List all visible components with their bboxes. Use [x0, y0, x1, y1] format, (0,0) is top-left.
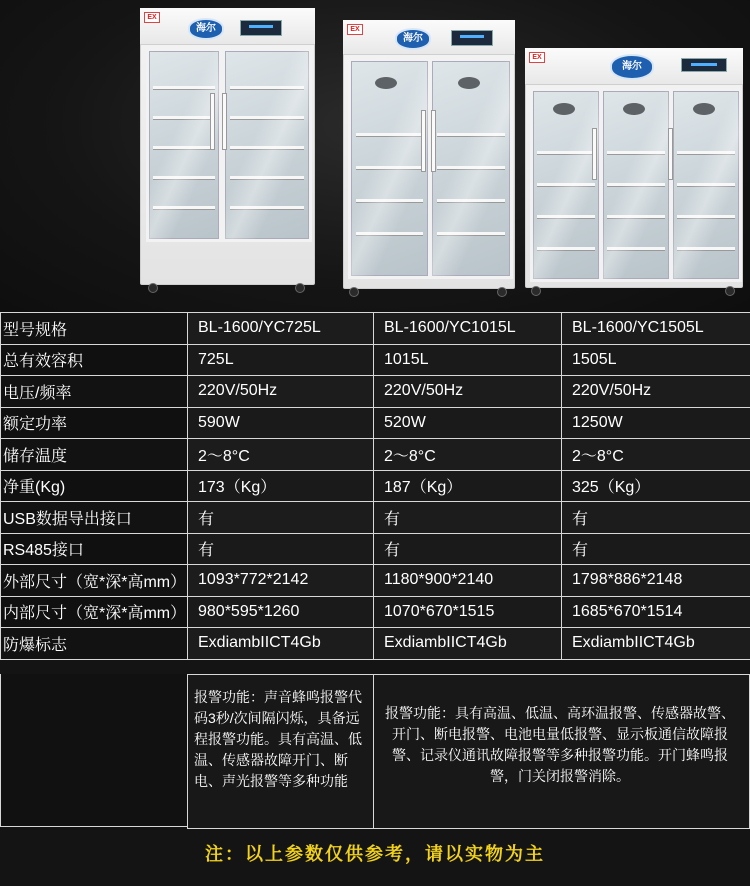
spec-value: 2～8°C	[562, 439, 750, 471]
brand-logo: 海尔	[395, 28, 431, 50]
spec-value: 1798*886*2148	[562, 565, 750, 597]
door-handle	[431, 110, 436, 172]
spec-value: 520W	[374, 407, 562, 439]
spec-value: 2～8°C	[188, 439, 374, 471]
fridge-1015l	[343, 20, 515, 297]
spec-value: ExdiambIICT4Gb	[374, 628, 562, 660]
left-door	[348, 58, 431, 279]
right-door	[222, 48, 312, 242]
spec-value: BL-1600/YC1015L	[374, 313, 562, 345]
spec-value: 187（Kg）	[374, 470, 562, 502]
door-handle	[222, 93, 227, 150]
alarm-section	[187, 674, 750, 829]
display-panel	[681, 58, 727, 72]
spec-label: 外部尺寸（宽*深*高mm）	[1, 565, 188, 597]
door-handle	[210, 93, 215, 150]
spec-value: 1070*670*1515	[374, 596, 562, 628]
door-handle	[668, 128, 673, 180]
table-row	[1, 596, 750, 628]
display-panel	[240, 20, 282, 36]
spec-value: 220V/50Hz	[188, 376, 374, 408]
spec-value: 1505L	[562, 344, 750, 376]
table-row	[1, 565, 750, 597]
spec-label: USB数据导出接口	[1, 502, 188, 534]
spec-value: ExdiambIICT4Gb	[188, 628, 374, 660]
middle-door	[600, 88, 672, 282]
fridge-725l	[140, 8, 315, 293]
right-door	[429, 58, 513, 279]
table-row	[1, 502, 750, 534]
spec-value: 有	[188, 533, 374, 565]
spec-label: 内部尺寸（宽*深*高mm）	[1, 596, 188, 628]
spec-value: 2～8°C	[374, 439, 562, 471]
alarm-text-models2-3: 报警功能：具有高温、低温、高环温报警、传感器故警、开门、断电报警、电池电量低报警、显示板通信故障报警、记录仪通讯故障报警等多种报警功能。开门蜂鸣报警，门关闭报警消除。	[385, 705, 735, 784]
table-row	[1, 313, 750, 345]
spec-value: 1250W	[562, 407, 750, 439]
spec-label: 电压/频率	[1, 376, 188, 408]
brand-logo: 海尔	[610, 54, 654, 80]
spec-value: 220V/50Hz	[374, 376, 562, 408]
spec-label: 防爆标志	[1, 628, 188, 660]
door-handle	[421, 110, 426, 172]
display-panel	[451, 30, 493, 46]
spec-table	[0, 312, 750, 660]
table-row	[1, 439, 750, 471]
brand-logo: 海尔	[188, 18, 224, 40]
spec-label: 储存温度	[1, 439, 188, 471]
spec-label: RS485接口	[1, 533, 188, 565]
right-door	[670, 88, 742, 282]
spec-value: 325（Kg）	[562, 470, 750, 502]
spec-value: 有	[562, 502, 750, 534]
spec-value: 有	[374, 533, 562, 565]
door-handle	[592, 128, 597, 180]
spec-label: 额定功率	[1, 407, 188, 439]
spec-value: 有	[562, 533, 750, 565]
alarm-text-model1: 报警功能：声音蜂鸣报警代码3秒/次间隔闪烁，具备远程报警功能。具有高温、低温、传感器故障开门、断电、声光报警等多种功能	[188, 675, 374, 828]
spec-label: 型号规格	[1, 313, 188, 345]
ex-badge: EX	[347, 24, 363, 35]
ex-badge: EX	[144, 12, 160, 23]
spec-label: 总有效容积	[1, 344, 188, 376]
alarm-label-cell	[0, 674, 187, 827]
spec-value: 1180*900*2140	[374, 565, 562, 597]
spec-value: BL-1600/YC1505L	[562, 313, 750, 345]
table-row	[1, 344, 750, 376]
spec-value: 有	[374, 502, 562, 534]
spec-value: 590W	[188, 407, 374, 439]
table-row	[1, 407, 750, 439]
spec-value: 1015L	[374, 344, 562, 376]
table-row	[1, 533, 750, 565]
spec-value: BL-1600/YC725L	[188, 313, 374, 345]
spec-value: 725L	[188, 344, 374, 376]
spec-value: 220V/50Hz	[562, 376, 750, 408]
table-row	[1, 470, 750, 502]
spec-value: ExdiambIICT4Gb	[562, 628, 750, 660]
product-photo	[0, 0, 750, 312]
fridge-1505l	[525, 48, 743, 296]
disclaimer-note: 注：以上参数仅供参考，请以实物为主	[205, 844, 545, 865]
spec-value: 1685*670*1514	[562, 596, 750, 628]
spec-label: 净重(Kg)	[1, 470, 188, 502]
table-row	[1, 376, 750, 408]
spec-value: 有	[188, 502, 374, 534]
spec-table-body	[1, 313, 750, 660]
spec-value: 1093*772*2142	[188, 565, 374, 597]
ex-badge: EX	[529, 52, 545, 63]
left-door	[530, 88, 602, 282]
spec-value: 173（Kg）	[188, 470, 374, 502]
spec-value: 980*595*1260	[188, 596, 374, 628]
table-row	[1, 628, 750, 660]
